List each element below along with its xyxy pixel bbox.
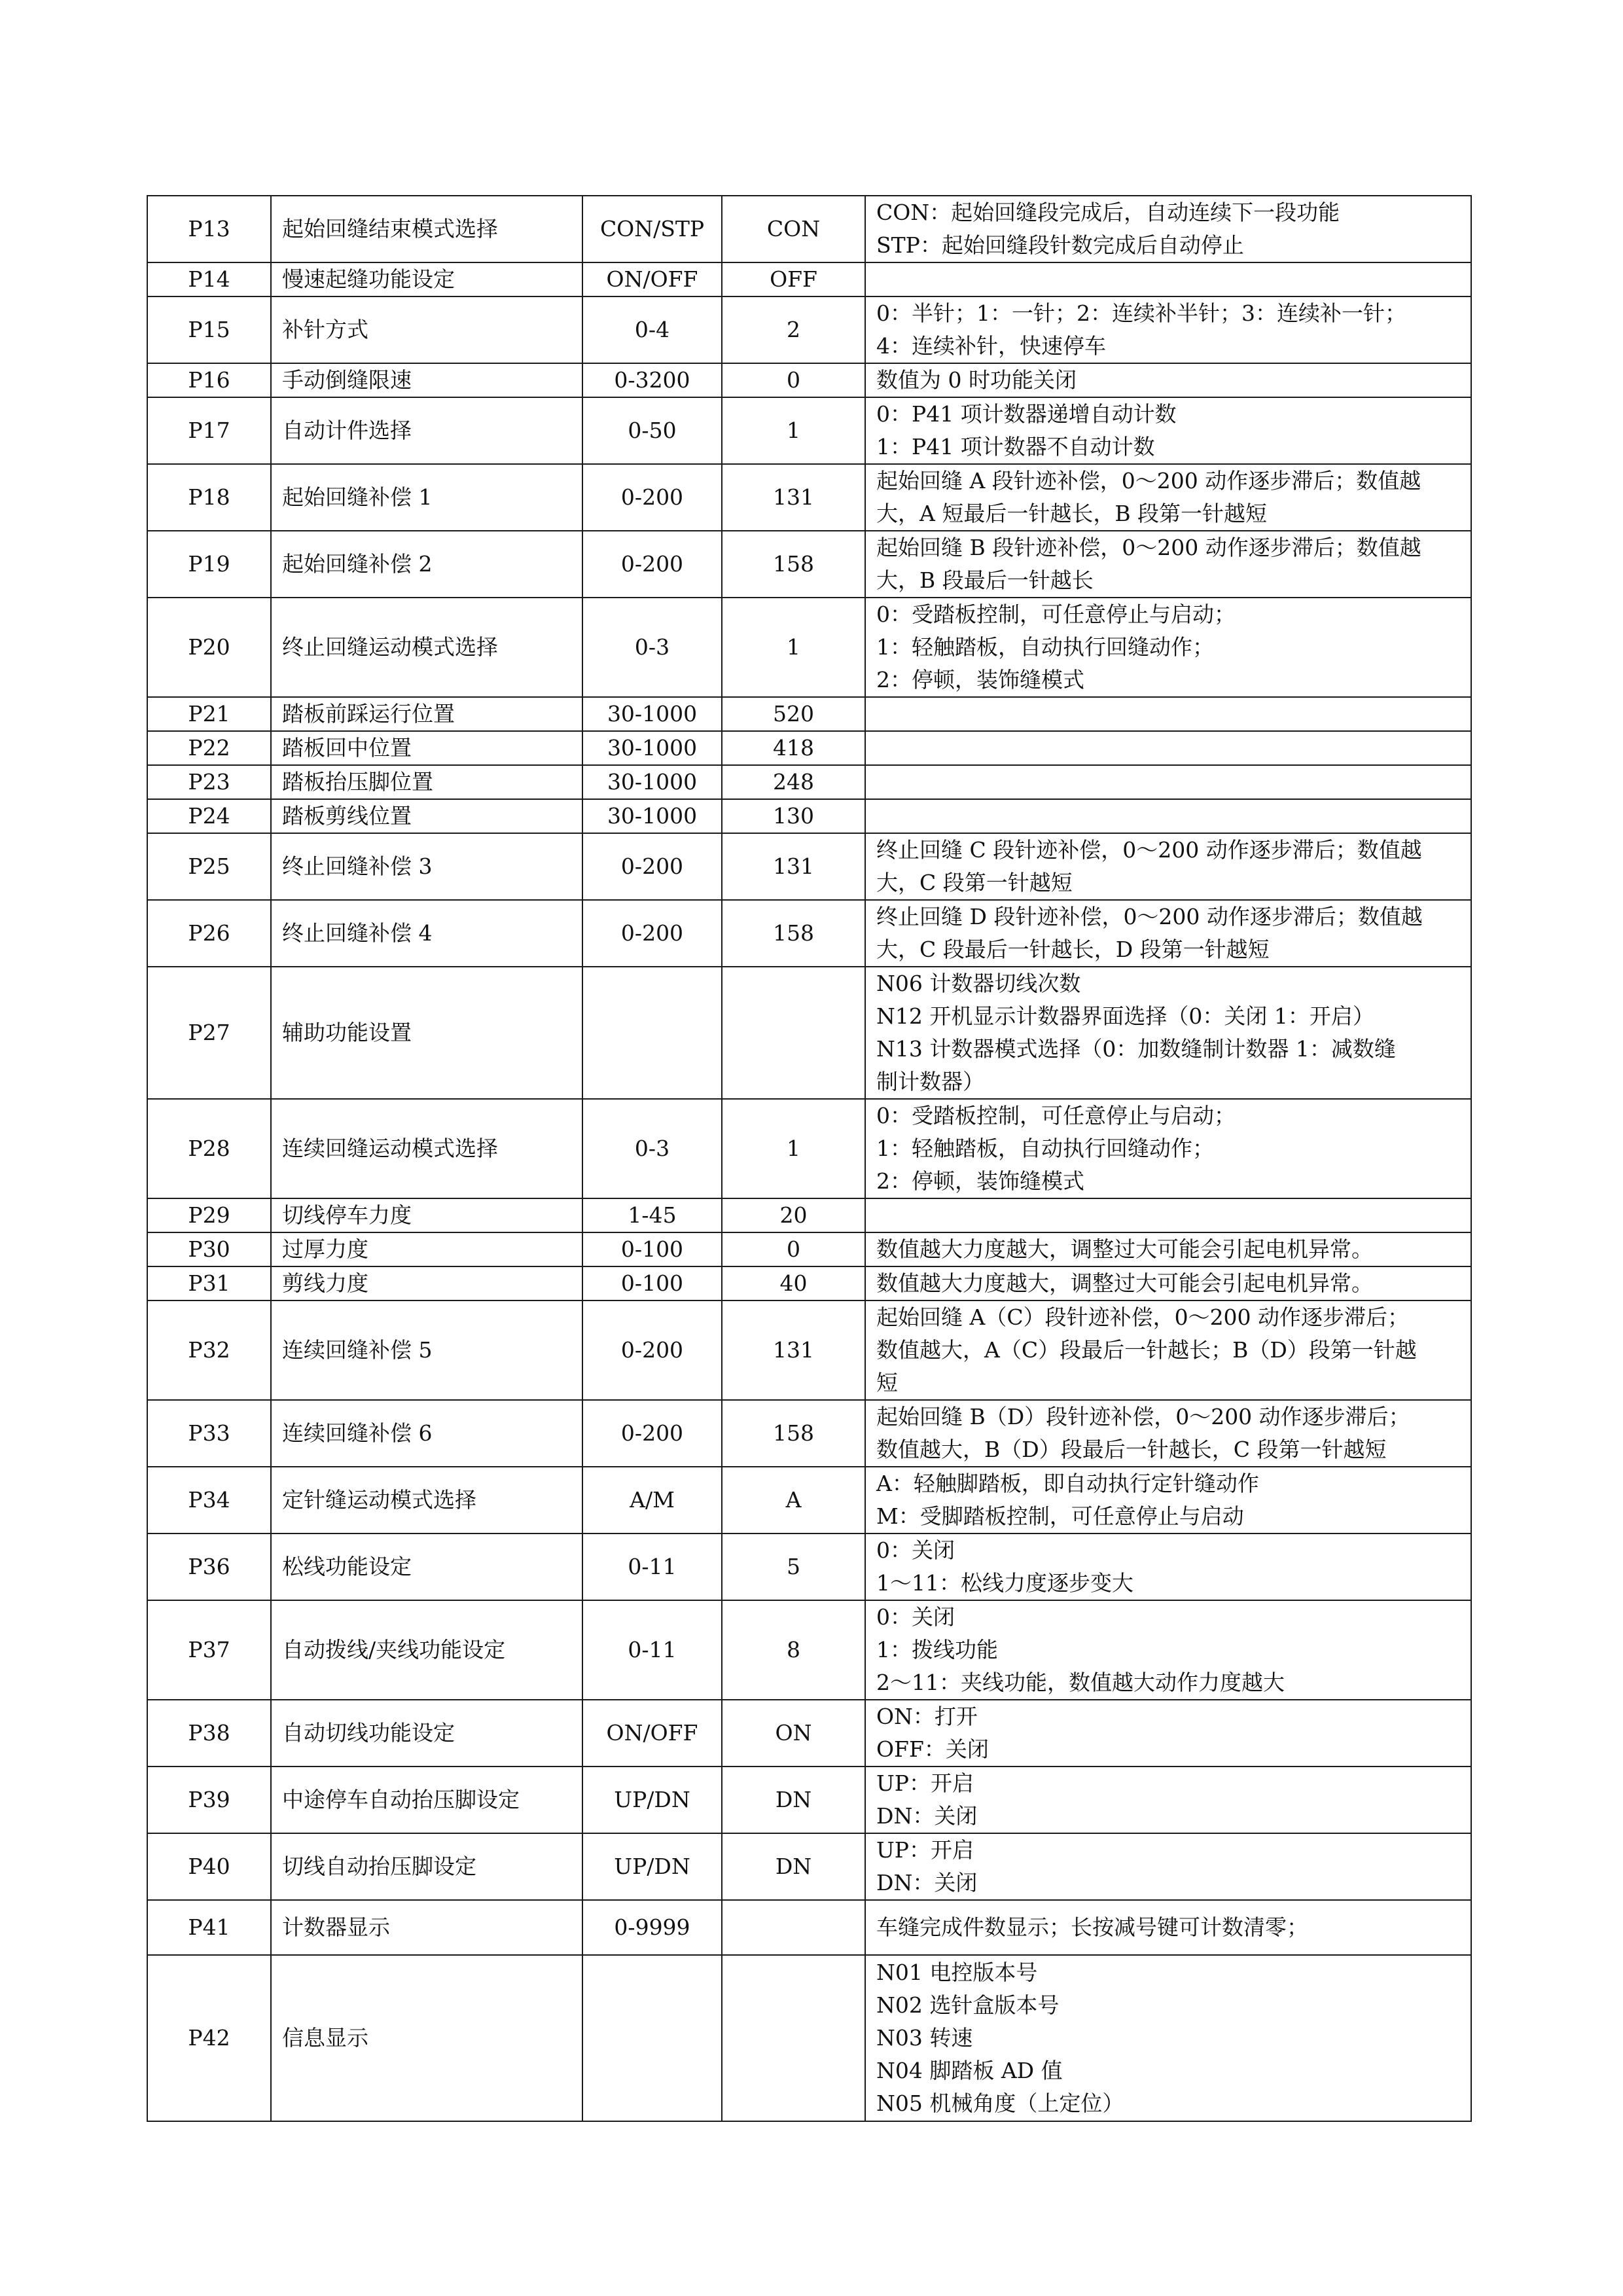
param-range-cell: 0-100: [582, 1232, 722, 1266]
param-description-cell: [865, 1833, 1471, 1900]
param-code-cell: P33: [147, 1400, 271, 1467]
description-line: 数值为 0 时功能关闭: [876, 367, 1077, 393]
param-code-cell: P25: [147, 833, 271, 900]
description-line: N02 选针盒版本号: [876, 1992, 1060, 2018]
description-line: 0：受踏板控制，可任意停止与启动；: [876, 1103, 1236, 1128]
param-default-cell: 8: [722, 1600, 865, 1700]
description-line: 0：受踏板控制，可任意停止与启动；: [876, 601, 1236, 627]
param-default-cell: 1: [722, 1099, 865, 1198]
param-range-cell: 0-200: [582, 900, 722, 967]
description-line: 2～11：夹线功能，数值越大动作力度越大: [876, 1670, 1285, 1695]
param-code-cell: P38: [147, 1700, 271, 1767]
table-row: [147, 262, 1471, 296]
description-line: N04 脚踏板 AD 值: [876, 2058, 1063, 2083]
param-default-cell: 1: [722, 397, 865, 464]
param-name-cell: 定针缝运动模式选择: [271, 1467, 582, 1534]
param-default-cell: CON: [722, 196, 865, 262]
param-code-cell: P20: [147, 598, 271, 697]
description-line: 数值越大，B（D）段最后一针越长，C 段第一针越短: [876, 1437, 1387, 1462]
param-name-cell: 起始回缝结束模式选择: [271, 196, 582, 262]
table-row: [147, 1099, 1471, 1198]
param-description-cell: [865, 697, 1471, 731]
param-range-cell: 30-1000: [582, 731, 722, 765]
param-range-cell: 0-3200: [582, 363, 722, 397]
param-description-cell: [865, 196, 1471, 262]
param-name-cell: 连续回缝补偿 5: [271, 1300, 582, 1400]
param-description-cell: [865, 1767, 1471, 1833]
table-row: [147, 697, 1471, 731]
param-default-cell: 158: [722, 531, 865, 598]
param-range-cell: 0-11: [582, 1600, 722, 1700]
param-name-cell: 剪线力度: [271, 1266, 582, 1300]
description-line: 大，C 段最后一针越长，D 段第一针越短: [876, 937, 1270, 962]
description-line: 1～11：松线力度逐步变大: [876, 1570, 1133, 1596]
description-line: UP：开启: [876, 1770, 974, 1796]
description-line: CON：起始回缝段完成后，自动连续下一段功能: [876, 200, 1340, 225]
param-range-cell: CON/STP: [582, 196, 722, 262]
param-description-cell: [865, 296, 1471, 363]
table-row: [147, 397, 1471, 464]
param-range-cell: ON/OFF: [582, 1700, 722, 1767]
param-description-cell: [865, 1600, 1471, 1700]
param-range-cell: UP/DN: [582, 1833, 722, 1900]
param-code-cell: P37: [147, 1600, 271, 1700]
description-line: 1：轻触踏板，自动执行回缝动作；: [876, 634, 1214, 660]
param-default-cell: 158: [722, 900, 865, 967]
param-default-cell: 2: [722, 296, 865, 363]
param-range-cell: UP/DN: [582, 1767, 722, 1833]
description-line: 0：关闭: [876, 1604, 955, 1630]
param-description-cell: [865, 1900, 1471, 1955]
param-description-cell: [865, 967, 1471, 1099]
param-default-cell: 5: [722, 1534, 865, 1600]
table-row: [147, 1955, 1471, 2121]
table-row: [147, 1300, 1471, 1400]
param-code-cell: P16: [147, 363, 271, 397]
param-name-cell: 连续回缝补偿 6: [271, 1400, 582, 1467]
description-line: 终止回缝 D 段针迹补偿，0～200 动作逐步滞后；数值越: [876, 904, 1423, 929]
param-default-cell: OFF: [722, 262, 865, 296]
param-code-cell: P15: [147, 296, 271, 363]
param-name-cell: 终止回缝补偿 4: [271, 900, 582, 967]
param-name-cell: 自动切线功能设定: [271, 1700, 582, 1767]
param-range-cell: 0-200: [582, 464, 722, 531]
param-default-cell: 248: [722, 765, 865, 799]
param-default-cell: [722, 967, 865, 1099]
param-description-cell: [865, 363, 1471, 397]
description-line: 大，B 段最后一针越长: [876, 567, 1094, 593]
table-row: [147, 1266, 1471, 1300]
param-range-cell: 0-50: [582, 397, 722, 464]
param-default-cell: DN: [722, 1833, 865, 1900]
param-description-cell: [865, 1700, 1471, 1767]
description-line: STP：起始回缝段针数完成后自动停止: [876, 232, 1244, 258]
param-code-cell: P24: [147, 799, 271, 833]
table-row: [147, 1467, 1471, 1534]
param-name-cell: 辅助功能设置: [271, 967, 582, 1099]
param-code-cell: P13: [147, 196, 271, 262]
param-default-cell: 0: [722, 363, 865, 397]
description-line: N05 机械角度（上定位）: [876, 2090, 1124, 2116]
param-name-cell: 终止回缝运动模式选择: [271, 598, 582, 697]
param-code-cell: P41: [147, 1900, 271, 1955]
description-line: 起始回缝 A 段针迹补偿，0～200 动作逐步滞后；数值越: [876, 468, 1421, 493]
param-range-cell: 0-4: [582, 296, 722, 363]
param-default-cell: 20: [722, 1198, 865, 1232]
param-name-cell: 松线功能设定: [271, 1534, 582, 1600]
param-name-cell: 踏板抬压脚位置: [271, 765, 582, 799]
param-default-cell: 520: [722, 697, 865, 731]
description-line: 2：停顿，装饰缝模式: [876, 1168, 1084, 1194]
description-line: UP：开启: [876, 1837, 974, 1863]
param-description-cell: [865, 262, 1471, 296]
param-description-cell: [865, 799, 1471, 833]
param-default-cell: 130: [722, 799, 865, 833]
param-name-cell: 自动拨线/夹线功能设定: [271, 1600, 582, 1700]
description-line: N03 转速: [876, 2025, 973, 2051]
param-range-cell: 1-45: [582, 1198, 722, 1232]
description-line: 大，C 段第一针越短: [876, 870, 1073, 895]
param-description-cell: [865, 731, 1471, 765]
param-code-cell: P23: [147, 765, 271, 799]
table-row: [147, 799, 1471, 833]
table-row: [147, 598, 1471, 697]
param-range-cell: 0-11: [582, 1534, 722, 1600]
param-code-cell: P36: [147, 1534, 271, 1600]
param-default-cell: 131: [722, 464, 865, 531]
param-code-cell: P17: [147, 397, 271, 464]
param-default-cell: [722, 1955, 865, 2121]
param-range-cell: 0-3: [582, 598, 722, 697]
param-range-cell: 0-9999: [582, 1900, 722, 1955]
table-row: [147, 731, 1471, 765]
param-code-cell: P21: [147, 697, 271, 731]
param-description-cell: [865, 1266, 1471, 1300]
param-default-cell: 418: [722, 731, 865, 765]
table-row: [147, 296, 1471, 363]
description-line: DN：关闭: [876, 1870, 978, 1895]
description-line: 1：轻触踏板，自动执行回缝动作；: [876, 1136, 1214, 1161]
table-row: [147, 967, 1471, 1099]
table-row: [147, 1198, 1471, 1232]
param-range-cell: 0-200: [582, 1300, 722, 1400]
param-description-cell: [865, 1099, 1471, 1198]
description-line: ON：打开: [876, 1704, 978, 1729]
parameter-table: [147, 195, 1472, 2122]
param-name-cell: 起始回缝补偿 1: [271, 464, 582, 531]
description-line: 短: [876, 1370, 898, 1395]
param-range-cell: 0-200: [582, 833, 722, 900]
param-name-cell: 连续回缝运动模式选择: [271, 1099, 582, 1198]
description-line: 数值越大力度越大，调整过大可能会引起电机异常。: [876, 1236, 1373, 1262]
param-code-cell: P42: [147, 1955, 271, 2121]
parameter-table-body: [147, 196, 1471, 2121]
table-row: [147, 1700, 1471, 1767]
param-code-cell: P14: [147, 262, 271, 296]
description-line: 起始回缝 B（D）段针迹补偿，0～200 动作逐步滞后；: [876, 1404, 1410, 1429]
param-default-cell: A: [722, 1467, 865, 1534]
table-row: [147, 765, 1471, 799]
param-name-cell: 计数器显示: [271, 1900, 582, 1955]
param-name-cell: 踏板前踩运行位置: [271, 697, 582, 731]
param-description-cell: [865, 833, 1471, 900]
description-line: A：轻触脚踏板，即自动执行定针缝动作: [876, 1471, 1259, 1496]
param-description-cell: [865, 765, 1471, 799]
description-line: 数值越大，A（C）段最后一针越长；B（D）段第一针越: [876, 1337, 1417, 1363]
description-line: DN：关闭: [876, 1803, 978, 1829]
table-row: [147, 900, 1471, 967]
param-description-cell: [865, 531, 1471, 598]
param-name-cell: 补针方式: [271, 296, 582, 363]
param-default-cell: 158: [722, 1400, 865, 1467]
description-line: 终止回缝 C 段针迹补偿，0～200 动作逐步滞后；数值越: [876, 837, 1422, 863]
param-default-cell: 0: [722, 1232, 865, 1266]
param-range-cell: 0-3: [582, 1099, 722, 1198]
description-line: N06 计数器切线次数: [876, 971, 1081, 996]
param-description-cell: [865, 1300, 1471, 1400]
param-code-cell: P18: [147, 464, 271, 531]
param-name-cell: 切线自动抬压脚设定: [271, 1833, 582, 1900]
param-range-cell: 30-1000: [582, 765, 722, 799]
description-line: 数值越大力度越大，调整过大可能会引起电机异常。: [876, 1270, 1373, 1296]
param-name-cell: 过厚力度: [271, 1232, 582, 1266]
table-row: [147, 1600, 1471, 1700]
param-code-cell: P19: [147, 531, 271, 598]
param-code-cell: P26: [147, 900, 271, 967]
param-name-cell: 起始回缝补偿 2: [271, 531, 582, 598]
description-line: 起始回缝 A（C）段针迹补偿，0～200 动作逐步滞后；: [876, 1304, 1410, 1330]
description-line: 4：连续补针，快速停车: [876, 333, 1106, 359]
param-name-cell: 自动计件选择: [271, 397, 582, 464]
param-range-cell: 30-1000: [582, 799, 722, 833]
param-description-cell: [865, 397, 1471, 464]
param-description-cell: [865, 598, 1471, 697]
param-description-cell: [865, 1198, 1471, 1232]
param-description-cell: [865, 1534, 1471, 1600]
description-line: N13 计数器模式选择（0：加数缝制计数器 1：减数缝: [876, 1036, 1396, 1062]
param-default-cell: 131: [722, 1300, 865, 1400]
param-range-cell: [582, 1955, 722, 2121]
table-row: [147, 1833, 1471, 1900]
param-name-cell: 中途停车自动抬压脚设定: [271, 1767, 582, 1833]
description-line: 车缝完成件数显示；长按减号键可计数清零；: [876, 1914, 1308, 1940]
table-row: [147, 196, 1471, 262]
description-line: M：受脚踏板控制，可任意停止与启动: [876, 1503, 1244, 1529]
description-line: 0：P41 项计数器递增自动计数: [876, 401, 1177, 427]
description-line: N01 电控版本号: [876, 1960, 1038, 1985]
param-default-cell: 40: [722, 1266, 865, 1300]
param-range-cell: ON/OFF: [582, 262, 722, 296]
table-row: [147, 1900, 1471, 1955]
param-description-cell: [865, 1467, 1471, 1534]
param-name-cell: 终止回缝补偿 3: [271, 833, 582, 900]
table-row: [147, 1400, 1471, 1467]
param-description-cell: [865, 1955, 1471, 2121]
description-line: OFF：关闭: [876, 1736, 989, 1762]
param-name-cell: 踏板剪线位置: [271, 799, 582, 833]
param-description-cell: [865, 464, 1471, 531]
param-range-cell: 30-1000: [582, 697, 722, 731]
param-code-cell: P34: [147, 1467, 271, 1534]
param-default-cell: DN: [722, 1767, 865, 1833]
param-default-cell: [722, 1900, 865, 1955]
param-code-cell: P27: [147, 967, 271, 1099]
table-row: [147, 363, 1471, 397]
param-description-cell: [865, 1400, 1471, 1467]
description-line: N12 开机显示计数器界面选择（0：关闭 1：开启）: [876, 1003, 1374, 1029]
param-code-cell: P39: [147, 1767, 271, 1833]
description-line: 大，A 短最后一针越长，B 段第一针越短: [876, 501, 1268, 526]
description-line: 1：P41 项计数器不自动计数: [876, 434, 1155, 459]
table-row: [147, 1767, 1471, 1833]
param-name-cell: 信息显示: [271, 1955, 582, 2121]
description-line: 制计数器）: [876, 1069, 984, 1094]
param-code-cell: P28: [147, 1099, 271, 1198]
param-code-cell: P40: [147, 1833, 271, 1900]
table-row: [147, 833, 1471, 900]
description-line: 起始回缝 B 段针迹补偿，0～200 动作逐步滞后；数值越: [876, 535, 1421, 560]
param-code-cell: P31: [147, 1266, 271, 1300]
description-line: 0：半针；1：一针；2：连续补半针；3：连续补一针；: [876, 300, 1406, 326]
param-code-cell: P22: [147, 731, 271, 765]
description-line: 0：关闭: [876, 1537, 955, 1563]
param-range-cell: 0-100: [582, 1266, 722, 1300]
param-range-cell: 0-200: [582, 1400, 722, 1467]
table-row: [147, 531, 1471, 598]
table-row: [147, 1232, 1471, 1266]
param-range-cell: A/M: [582, 1467, 722, 1534]
param-default-cell: 131: [722, 833, 865, 900]
param-name-cell: 踏板回中位置: [271, 731, 582, 765]
description-line: 1：拨线功能: [876, 1637, 998, 1662]
param-code-cell: P29: [147, 1198, 271, 1232]
param-range-cell: [582, 967, 722, 1099]
param-code-cell: P32: [147, 1300, 271, 1400]
param-description-cell: [865, 1232, 1471, 1266]
param-default-cell: 1: [722, 598, 865, 697]
param-range-cell: 0-200: [582, 531, 722, 598]
param-name-cell: 慢速起缝功能设定: [271, 262, 582, 296]
param-default-cell: ON: [722, 1700, 865, 1767]
table-row: [147, 1534, 1471, 1600]
param-name-cell: 切线停车力度: [271, 1198, 582, 1232]
param-description-cell: [865, 900, 1471, 967]
param-code-cell: P30: [147, 1232, 271, 1266]
table-row: [147, 464, 1471, 531]
description-line: 2：停顿，装饰缝模式: [876, 667, 1084, 692]
param-name-cell: 手动倒缝限速: [271, 363, 582, 397]
